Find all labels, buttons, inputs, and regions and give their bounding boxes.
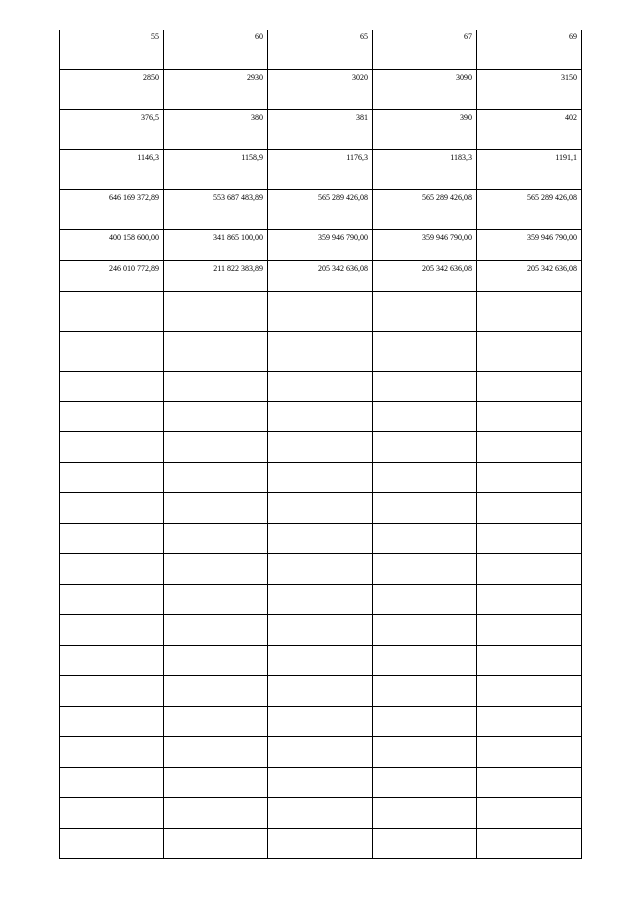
table-row <box>60 675 582 706</box>
table-cell: 553 687 483,89 <box>164 189 268 229</box>
table-cell <box>268 797 373 828</box>
table-row <box>60 229 582 260</box>
table-cell <box>164 645 268 675</box>
table-cell <box>60 645 164 675</box>
table-cell <box>477 645 582 675</box>
table-cell <box>477 553 582 584</box>
table-cell <box>477 431 582 462</box>
table-cell <box>477 767 582 797</box>
table-cell: 1158,9 <box>164 149 268 189</box>
table-cell <box>373 736 477 767</box>
table-cell: 381 <box>268 109 373 149</box>
data-table <box>59 30 582 859</box>
table-cell: 359 946 790,00 <box>268 229 373 260</box>
table-cell <box>164 706 268 736</box>
table-cell <box>373 797 477 828</box>
table-row <box>60 291 582 331</box>
table-cell <box>373 614 477 645</box>
table-cell <box>60 431 164 462</box>
table-cell <box>60 371 164 401</box>
table-cell: 646 169 372,89 <box>60 189 164 229</box>
table-cell <box>164 736 268 767</box>
table-cell <box>373 584 477 614</box>
table-row <box>60 401 582 431</box>
table-cell <box>268 645 373 675</box>
table-row <box>60 553 582 584</box>
table-row <box>60 331 582 371</box>
table-row <box>60 614 582 645</box>
table-cell: 69 <box>477 30 582 69</box>
table-cell <box>373 371 477 401</box>
table-cell <box>268 675 373 706</box>
table-cell <box>477 331 582 371</box>
table-cell: 359 946 790,00 <box>373 229 477 260</box>
table-cell <box>60 462 164 492</box>
table-row <box>60 371 582 401</box>
table-cell: 55 <box>60 30 164 69</box>
table-cell <box>164 584 268 614</box>
table-cell: 1146,3 <box>60 149 164 189</box>
table-row <box>60 462 582 492</box>
table-cell <box>164 371 268 401</box>
table-cell <box>60 797 164 828</box>
table-cell: 3150 <box>477 69 582 109</box>
table-row <box>60 767 582 797</box>
table-cell <box>268 371 373 401</box>
table-cell <box>164 291 268 331</box>
table-cell: 205 342 636,08 <box>268 260 373 291</box>
table-cell <box>60 675 164 706</box>
table-cell <box>373 523 477 553</box>
table-cell <box>164 401 268 431</box>
table-cell <box>164 553 268 584</box>
table-row <box>60 189 582 229</box>
table-cell: 3090 <box>373 69 477 109</box>
table-cell <box>268 584 373 614</box>
table-cell: 1176,3 <box>268 149 373 189</box>
table-cell <box>373 401 477 431</box>
table-cell <box>164 331 268 371</box>
table-cell <box>268 462 373 492</box>
table-cell <box>164 462 268 492</box>
table-cell: 1191,1 <box>477 149 582 189</box>
table-cell <box>477 492 582 523</box>
table-cell <box>373 675 477 706</box>
table-cell <box>164 523 268 553</box>
table-cell: 565 289 426,08 <box>373 189 477 229</box>
table-cell: 205 342 636,08 <box>373 260 477 291</box>
table-cell <box>60 767 164 797</box>
table-cell: 60 <box>164 30 268 69</box>
table-cell <box>60 736 164 767</box>
table-cell <box>268 736 373 767</box>
table-cell <box>164 492 268 523</box>
table-cell <box>268 331 373 371</box>
table-cell <box>477 462 582 492</box>
table-cell: 246 010 772,89 <box>60 260 164 291</box>
table-cell <box>268 706 373 736</box>
table-cell <box>60 291 164 331</box>
table-cell <box>268 431 373 462</box>
table-cell <box>60 492 164 523</box>
table-row <box>60 149 582 189</box>
table-cell: 341 865 100,00 <box>164 229 268 260</box>
table-row <box>60 523 582 553</box>
table-cell <box>60 331 164 371</box>
table-row <box>60 109 582 149</box>
table-cell <box>477 371 582 401</box>
table-cell <box>60 553 164 584</box>
table-cell: 1183,3 <box>373 149 477 189</box>
table-cell <box>268 828 373 858</box>
table-cell: 211 822 383,89 <box>164 260 268 291</box>
table-cell <box>373 291 477 331</box>
table-cell <box>164 797 268 828</box>
table-row <box>60 30 582 69</box>
table-row <box>60 645 582 675</box>
table-row <box>60 584 582 614</box>
table-cell <box>373 828 477 858</box>
table-cell <box>373 767 477 797</box>
table-cell <box>477 797 582 828</box>
table-row <box>60 260 582 291</box>
table-cell <box>373 331 477 371</box>
table-cell <box>268 553 373 584</box>
table-cell: 2850 <box>60 69 164 109</box>
table-cell <box>268 291 373 331</box>
table-cell <box>477 706 582 736</box>
table-cell: 402 <box>477 109 582 149</box>
table-row <box>60 492 582 523</box>
table-cell <box>268 523 373 553</box>
table-cell <box>164 675 268 706</box>
table-row <box>60 828 582 858</box>
table-row <box>60 69 582 109</box>
table-cell <box>477 736 582 767</box>
table-cell <box>268 767 373 797</box>
table-cell: 380 <box>164 109 268 149</box>
table-cell <box>60 523 164 553</box>
table-cell <box>268 614 373 645</box>
table-cell: 376,5 <box>60 109 164 149</box>
table-cell <box>373 492 477 523</box>
table-cell <box>60 584 164 614</box>
table-cell: 67 <box>373 30 477 69</box>
table-cell <box>373 431 477 462</box>
table-row <box>60 431 582 462</box>
table-cell <box>60 614 164 645</box>
table-cell: 3020 <box>268 69 373 109</box>
table-cell: 390 <box>373 109 477 149</box>
table-cell: 65 <box>268 30 373 69</box>
table-cell <box>477 584 582 614</box>
table-cell <box>373 645 477 675</box>
table-cell: 400 158 600,00 <box>60 229 164 260</box>
table-cell <box>373 706 477 736</box>
table-cell <box>477 614 582 645</box>
table-cell <box>268 401 373 431</box>
table-cell: 205 342 636,08 <box>477 260 582 291</box>
table-cell <box>164 767 268 797</box>
table-cell <box>60 401 164 431</box>
table-body <box>60 30 582 858</box>
table-cell <box>373 553 477 584</box>
table-cell: 2930 <box>164 69 268 109</box>
table-cell <box>60 706 164 736</box>
table-row <box>60 736 582 767</box>
table-cell <box>60 828 164 858</box>
table-cell <box>164 614 268 645</box>
table-cell: 565 289 426,08 <box>477 189 582 229</box>
table-cell <box>268 492 373 523</box>
table-cell <box>477 291 582 331</box>
table-cell <box>164 828 268 858</box>
table-cell <box>477 675 582 706</box>
table-cell: 565 289 426,08 <box>268 189 373 229</box>
table-cell <box>477 401 582 431</box>
table-cell <box>164 431 268 462</box>
table-cell <box>477 828 582 858</box>
table-row <box>60 706 582 736</box>
table-cell: 359 946 790,00 <box>477 229 582 260</box>
table-cell <box>477 523 582 553</box>
table-cell <box>373 462 477 492</box>
table-row <box>60 797 582 828</box>
